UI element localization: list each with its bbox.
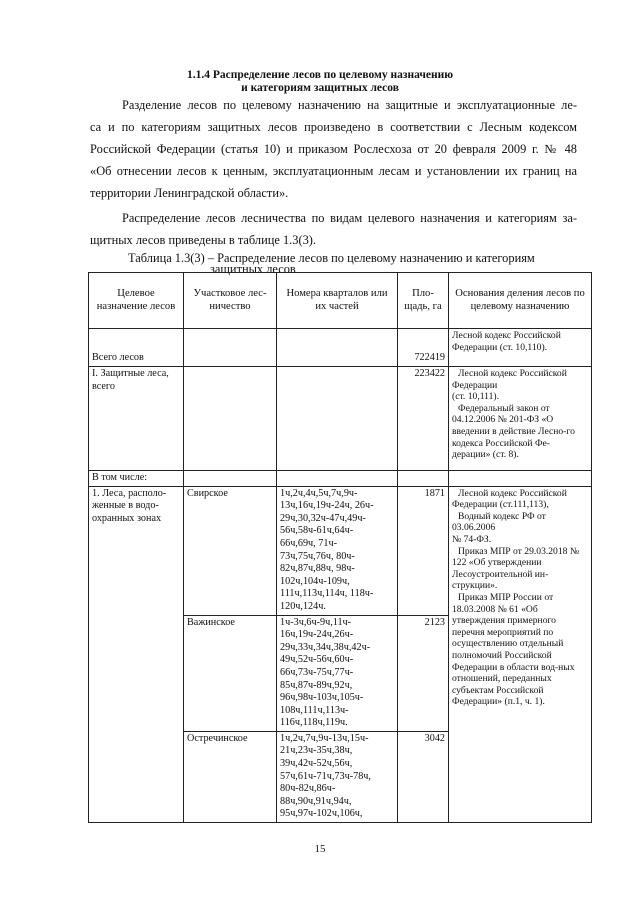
basis-line: № 74-ФЗ. [452, 533, 492, 545]
cell-district [184, 329, 277, 367]
cell-district: Важинское [184, 615, 277, 731]
cell-quarters [277, 471, 398, 487]
paragraph1-line3: Российской Федерации (статья 10) и приказом Рослесхоза от 20 февраля 2009 г. № 48 [90, 142, 577, 156]
paragraph2-line1: Распределение лесов лесничества по видам целевого назначения и категориям за- [122, 211, 577, 225]
cell-district [184, 367, 277, 471]
table-row-svirskoe [89, 486, 592, 615]
cell-district [184, 471, 277, 487]
page-number: 15 [314, 843, 326, 855]
basis-line: Федеральный закон от 04.12.2006 № 201-ФЗ «О введении в действие Лесно-го кодекса Российской Фе-дерации» (ст. 8). [452, 402, 575, 461]
cell-district: Свирское [184, 486, 277, 615]
cell-basis [449, 329, 592, 367]
header-basis: Основания деления лесов по целевому назначению [449, 273, 592, 329]
section-title: 1.1.4 Распределение лесов по целевому назначению [187, 69, 453, 81]
cell-area: 2123 [398, 615, 449, 731]
cell-area: 3042 [398, 731, 449, 822]
basis-line: (ст. 10,111). [452, 391, 499, 403]
paragraph1-line4: «Об отнесении лесов к ценным, эксплуатационным лесам и установлении их границ на [90, 164, 577, 178]
header-quarters: Номера кварталов или их частей [277, 273, 398, 329]
header-purpose: Целевое назначение лесов [89, 273, 184, 329]
cell-quarters: 1ч-3ч,6ч-9ч,11ч- 16ч,19ч-24ч,26ч- 29ч,33ч,34ч,38ч,42ч- 49ч,52ч-56ч,60ч- 66ч,73ч-75ч,77ч- 85ч,87ч-89ч,92ч, 96ч,98ч-103ч,105ч- 108ч,111ч,113ч- 116ч,118ч,119ч. [277, 615, 398, 731]
table-caption: Таблица 1.3(3) – Распределение лесов по целевому назначению и категориям [128, 251, 535, 265]
cell-purpose: В том числе: [89, 471, 184, 487]
basis-line: Приказ МПР России от 18.03.2008 № 61 «Об утверждения примерного перечня мероприятий по осуществлению отдельный полномочий Российской Федерации в области вод-ных отношений, переданных субъектам Российской Федерации» (п.1, ч. 1). [452, 591, 575, 708]
cell-purpose: 1. Леса, располо-женные в водо-охранных зонах [89, 486, 184, 822]
cell-basis [449, 471, 592, 487]
cell-quarters [277, 329, 398, 367]
basis-line: Лесной кодекс Российской Федерации [452, 368, 567, 391]
basis-line: Водный кодекс РФ от 03.06.2006 [452, 510, 546, 534]
cell-quarters: 1ч,2ч,7ч,9ч-13ч,15ч- 21ч,23ч-35ч,38ч, 39ч,42ч-52ч,56ч, 57ч,61ч-71ч,73ч-78ч, 80ч-82ч,86ч- 88ч,90ч,91ч,94ч, 95ч,97ч-102ч,106ч, [277, 731, 398, 822]
cell-purpose: I. Защитные леса, всего [89, 367, 184, 471]
basis-line: Приказ МПР от 29.03.2018 № 122 «Об утверждении Лесоустроительной ин-струкции». [452, 545, 579, 592]
table-header-row [89, 273, 592, 329]
table-row-including [89, 471, 592, 487]
paragraph1-line2: са и по категориям защитных лесов произведено в соответствии с Лесным кодексом [90, 120, 577, 134]
cell-quarters: 1ч,2ч,4ч,5ч,7ч,9ч- 13ч,16ч,19ч-24ч, 26ч- 29ч,30,32ч-47ч,49ч- 56ч,58ч-61ч,64ч- 66ч,69ч, 71ч- 73ч,75ч,76ч, 80ч- 82ч,87ч,88ч, 98ч- 102ч,104ч-109ч, 111ч,113ч,114ч, 118ч- 120ч,124ч. [277, 486, 398, 615]
cell-basis [449, 486, 592, 822]
section-title-line2: и категориям защитных лесов [241, 82, 399, 94]
header-district: Участковое лес-ничество [184, 273, 277, 329]
paragraph1-line1: Разделение лесов по целевому назначению на защитные и эксплуатационные ле- [122, 98, 577, 112]
table-caption-line2: защитных лесов [210, 262, 296, 276]
paragraph1-line5: территории Ленинградской области». [90, 186, 289, 200]
cell-area: 223422 [398, 367, 449, 471]
cell-basis [449, 367, 592, 471]
paragraph2-line2: щитных лесов приведены в таблице 1.3(3). [90, 233, 316, 247]
cell-area [398, 471, 449, 487]
cell-area: 722419 [398, 329, 449, 367]
header-area: Пло-щадь, га [398, 273, 449, 329]
cell-purpose: Всего лесов [89, 329, 184, 367]
cell-district: Остречинское [184, 731, 277, 822]
table-row-protective [89, 367, 592, 471]
cell-quarters [277, 367, 398, 471]
table-row-total [89, 329, 592, 367]
cell-area: 1871 [398, 486, 449, 615]
forest-distribution-table [88, 272, 592, 823]
basis-line: Лесной кодекс Российской Федерации (ст.111,113), [452, 487, 567, 511]
basis-line: Лесной кодекс Российской Федерации (ст. 10,110). [452, 330, 561, 353]
